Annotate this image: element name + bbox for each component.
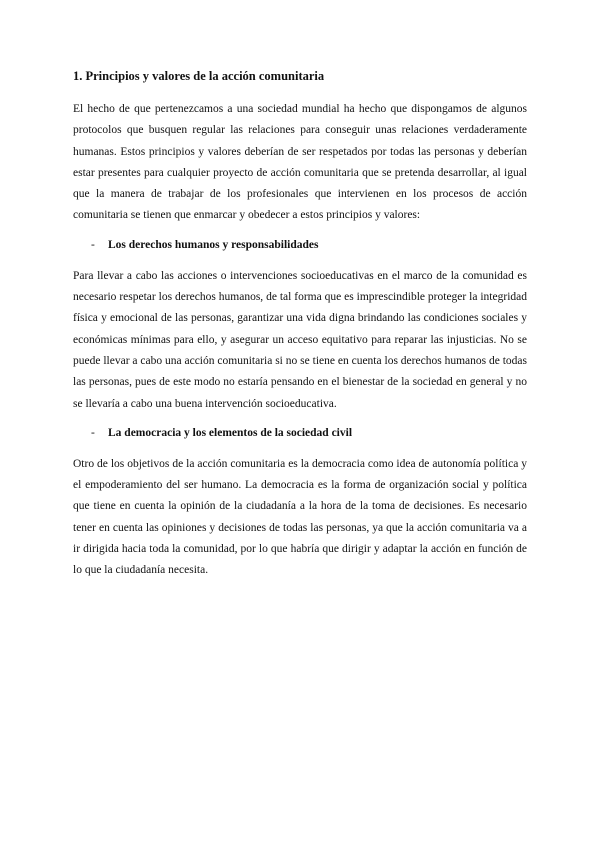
section-heading: 1. Principios y valores de la acción comunitaria — [73, 69, 325, 83]
subheading-title: La democracia y los elementos de la sociedad civil — [108, 426, 353, 439]
document-content — [73, 66, 527, 590]
subheading-democracia — [73, 423, 527, 444]
subheading-derechos-humanos — [73, 235, 527, 256]
subheading-title: Los derechos humanos y responsabilidades — [108, 238, 319, 251]
bullet-marker: - — [91, 238, 95, 251]
democracia-paragraph: Otro de los objetivos de la acción comunitaria es la democracia como idea de autonomía política y el empoderamiento del ser humano. La democracia es la forma de organización social y política que tiene en cuenta la opinión de la ciudadanía a la hora de la toma de decisiones. Es necesario tener en cuenta las opiniones y decisiones de todas las personas, ya que la acción comunitaria va a ir dirigida hacia toda la comunidad, por lo que habría que dirigir y adaptar la acción en función de lo que la ciudadanía necesita. — [73, 457, 527, 577]
bullet-marker: - — [91, 426, 95, 439]
intro-paragraph: El hecho de que pertenezcamos a una sociedad mundial ha hecho que dispongamos de algunos protocolos que busquen regular las relaciones para conseguir unas relaciones verdaderamente humanas. Estos principios y valores deberían de ser respetados por todas las personas y deberían estar presentes para cualquier proyecto de acción comunitaria que se pretenda desarrollar, al igual que la manera de trabajar de los profesionales que intervienen en los procesos de acción comunitaria se tienen que enmarcar y obedecer a estos principios y valores: — [73, 103, 527, 222]
derechos-humanos-paragraph: Para llevar a cabo las acciones o intervenciones socioeducativas en el marco de la comunidad es necesario respetar los derechos humanos, de tal forma que es imprescindible proteger la integridad física y emocional de las personas, garantizar una vida digna brindando las condiciones sociales y económicas mínimas para ello, y asegurar un acceso equitativo para reparar las injusticias. No se puede llevar a cabo una acción comunitaria si no se tiene en cuenta los derechos humanos de todas las personas, pues de este modo no estaría pensando en el bienestar de la sociedad en general y no se llevaría a cabo una buena intervención socioeducativa. — [73, 269, 527, 410]
